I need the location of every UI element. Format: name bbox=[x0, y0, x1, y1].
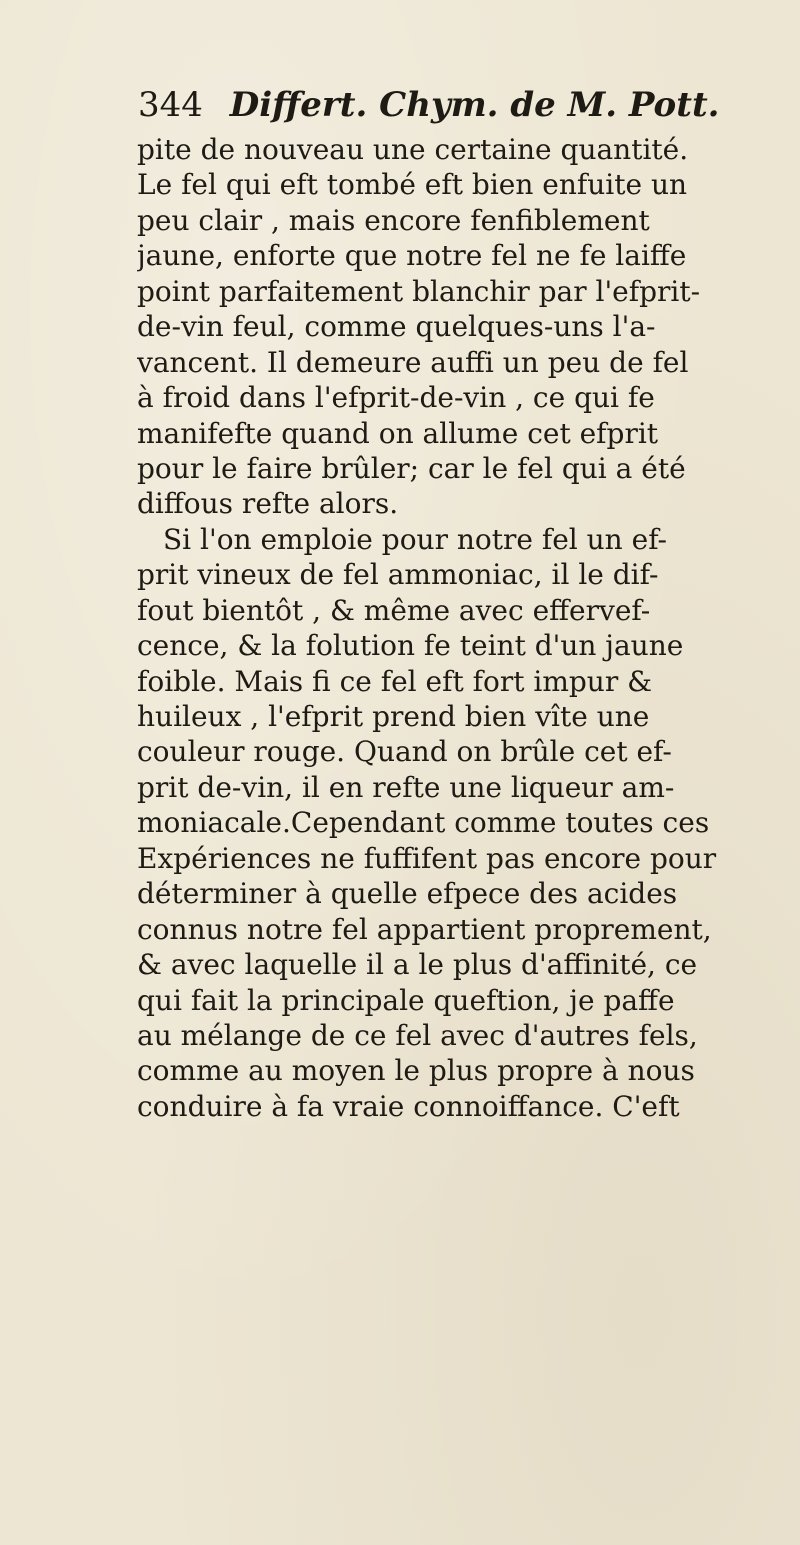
text-line: conduire à fa vraie connoiffance. C'eft bbox=[137, 1089, 680, 1123]
text-line: pour le faire brûler; car le fel qui a été bbox=[137, 451, 686, 485]
text-line: & avec laquelle il a le plus d'affinité, ce bbox=[137, 948, 698, 982]
text-line: diffous refte alors. bbox=[137, 487, 399, 521]
text-line: cence, & la folution fe teint d'un jaune bbox=[137, 629, 684, 663]
text-line: couleur rouge. Quand on brûle cet ef- bbox=[137, 735, 672, 769]
text-line: à froid dans l'efprit-de-vin , ce qui fe bbox=[137, 381, 655, 415]
text-line: peu clair , mais encore fenfiblement bbox=[137, 203, 650, 237]
text-line: Le fel qui eft tombé eft bien enfuite un bbox=[137, 168, 688, 202]
text-line: foible. Mais fi ce fel eft fort impur & bbox=[137, 664, 653, 698]
text-line: Expériences ne fuffifent pas encore pour bbox=[137, 841, 717, 875]
text-line: déterminer à quelle efpece des acides bbox=[137, 877, 678, 911]
text-line: au mélange de ce fel avec d'autres fels, bbox=[137, 1018, 698, 1052]
text-line: prit de-vin, il en refte une liqueur am- bbox=[137, 770, 675, 804]
text-line: vancent. Il demeure auffi un peu de fel bbox=[137, 345, 689, 379]
text-line: jaune, enforte que notre fel ne fe laiffe bbox=[137, 239, 687, 273]
text-line: Si l'on emploie pour notre fel un ef- bbox=[163, 522, 668, 556]
text-line: connus notre fel appartient proprement, bbox=[137, 912, 712, 946]
text-line: manifefte quand on allume cet efprit bbox=[137, 416, 659, 450]
page-number: 344 bbox=[138, 85, 203, 125]
text-line: huileux , l'efprit prend bien vîte une bbox=[137, 700, 650, 733]
text-line: comme au moyen le plus propre à nous bbox=[137, 1054, 695, 1088]
text-line: point parfaitement blanchir par l'efprit- bbox=[137, 274, 701, 308]
text-line: qui fait la principale queftion, je paffe bbox=[137, 983, 675, 1017]
text-line: de-vin feul, comme quelques-uns l'a- bbox=[137, 310, 656, 344]
body-text bbox=[137, 132, 777, 1124]
text-line: pite de nouveau une certaine quantité. bbox=[137, 133, 689, 166]
running-head bbox=[138, 80, 778, 130]
text-line: prit vineux de fel ammoniac, il le dif- bbox=[137, 558, 659, 592]
running-title: Differt. Chym. de M. Pott. bbox=[229, 85, 720, 125]
text-line: fout bientôt , & même avec effervef- bbox=[137, 593, 651, 627]
text-line: moniacale.Cependant comme toutes ces bbox=[137, 806, 710, 840]
